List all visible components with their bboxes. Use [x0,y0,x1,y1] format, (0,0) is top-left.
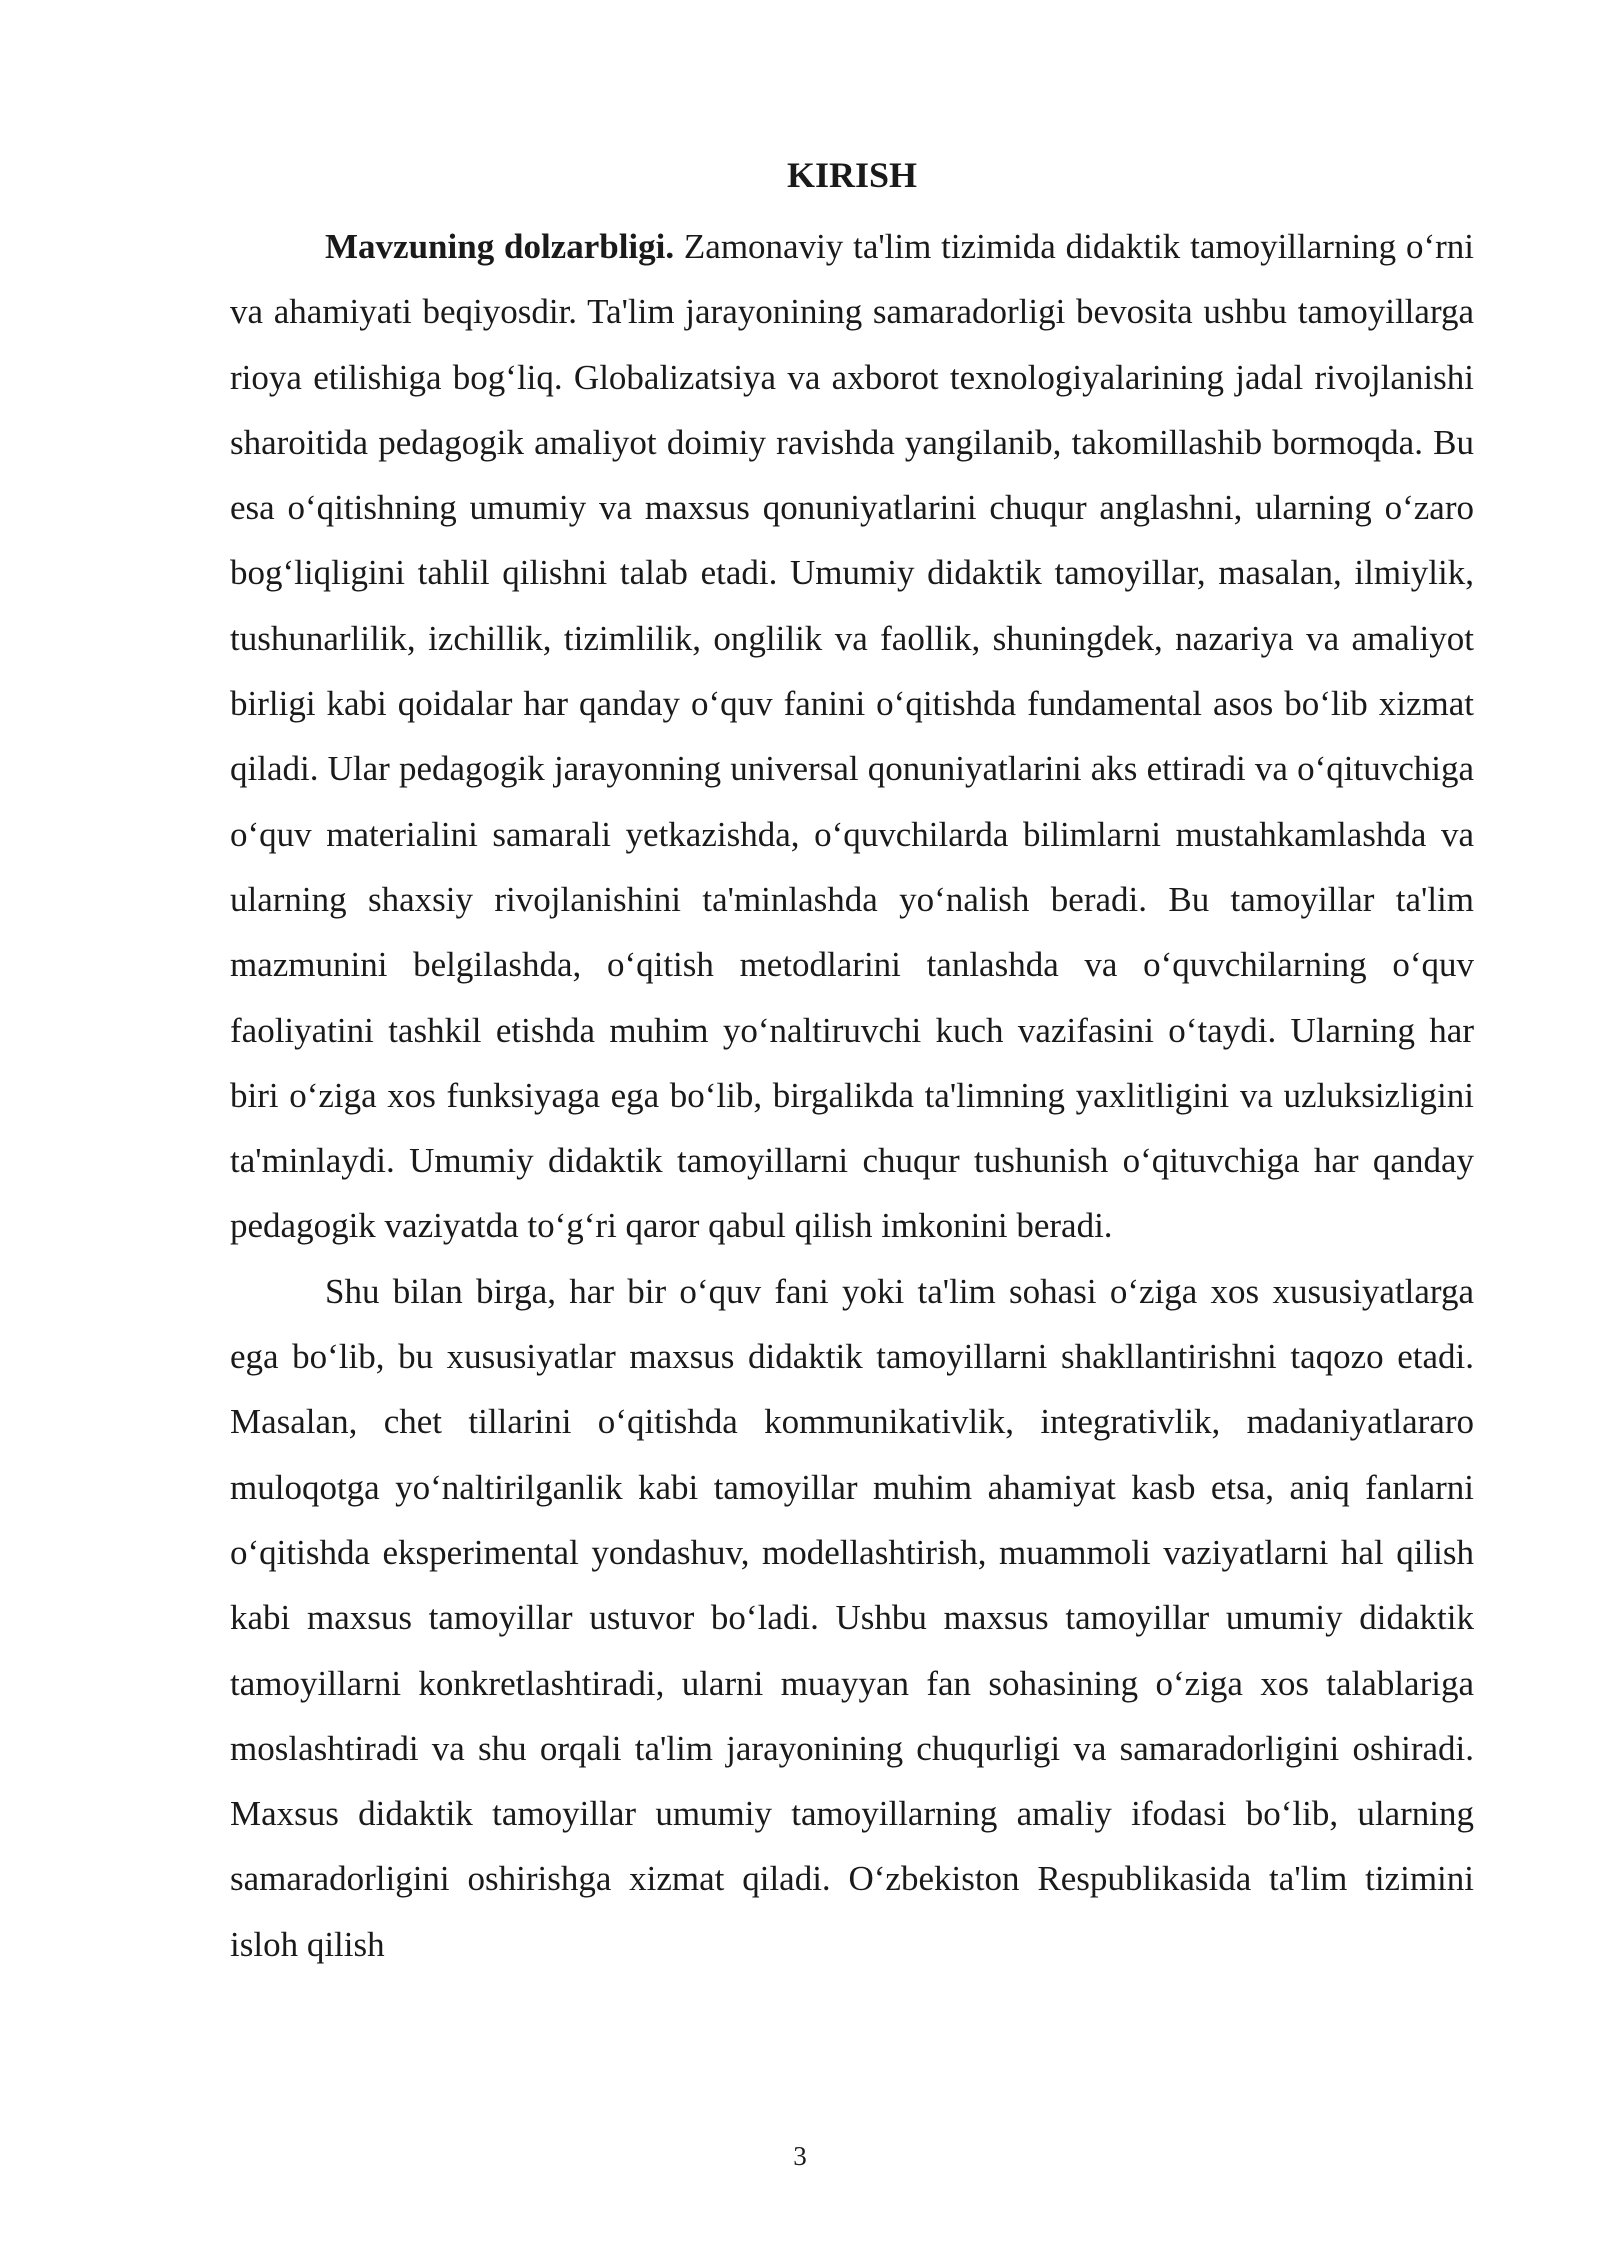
paragraph-1-text: Zamonaviy ta'lim tizimida didaktik tamoyillarning o‘rni va ahamiyati beqiyosdir. Ta'lim jarayonining samaradorligi bevosita ushbu tamoyillarga rioya etilishiga bog‘liq. Globalizatsiya va axborot texnologiyalarining jadal rivojlanishi sharoitida pedagogik amaliyot doimiy ravishda yangilanib, takomillashib bormoqda. Bu esa o‘qitishning umumiy va maxsus qonuniyatlarini chuqur anglashni, ularning o‘zaro bog‘liqligini tahlil qilishni talab etadi. Umumiy didaktik tamoyillar, masalan, ilmiylik, tushunarlilik, izchillik, tizimlilik, onglilik va faollik, shuningdek, nazariya va amaliyot birligi kabi qoidalar har qanday o‘quv fanini o‘qitishda fundamental asos bo‘lib xizmat qiladi. Ular pedagogik jarayonning universal qonuniyatlarini aks ettiradi va o‘qituvchiga o‘quv materialini samarali yetkazishda, o‘quvchilarda bilimlarni mustahkamlashda va ularning shaxsiy rivojlanishini ta'minlashda yo‘nalish beradi. Bu tamoyillar ta'lim mazmunini belgilashda, o‘qitish metodlarini tanlashda va o‘quvchilarning o‘quv faoliyatini tashkil etishda muhim yo‘naltiruvchi kuch vazifasini o‘taydi. Ularning har biri o‘ziga xos funksiyaga ega bo‘lib, birgalikda ta'limning yaxlitligini va uzluksizligini ta'minlaydi. Umumiy didaktik tamoyillarni chuqur tushunish o‘qituvchiga har qanday pedagogik vaziyatda to‘g‘ri qaror qabul qilish imkonini beradi. [230,227,1474,1246]
paragraph-1 [230,214,1474,1259]
page-number: 3 [793,2141,807,2171]
paragraph-1-lead: Mavzuning dolzarbligi. [325,227,675,266]
paragraph-2-text: Shu bilan birga, har bir o‘quv fani yoki ta'lim sohasi o‘ziga xos xususiyatlarga ega bo‘lib, bu xususiyatlar maxsus didaktik tamoyillarni shakllantirishni taqozo etadi. Masalan, chet tillarini o‘qitishda kommunikativlik, integrativlik, madaniyatlararo muloqotga yo‘naltirilganlik kabi tamoyillar muhim ahamiyat kasb etsa, aniq fanlarni o‘qitishda eksperimental yondashuv, modellashtirish, muammoli vaziyatlarni hal qilish kabi maxsus tamoyillar ustuvor bo‘ladi. Ushbu maxsus tamoyillar umumiy didaktik tamoyillarni konkretlashtiradi, ularni muayyan fan sohasining o‘ziga xos talablariga moslashtiradi va shu orqali ta'lim jarayonining chuqurligi va samaradorligini oshiradi. Maxsus didaktik tamoyillar umumiy tamoyillarning amaliy ifodasi bo‘lib, ularning samaradorligini oshirishga xizmat qiladi. O‘zbekiston Respublikasida ta'lim tizimini isloh qilish [230,1271,1474,1964]
page-content [230,150,1474,1977]
paragraph-2 [230,1259,1474,1977]
section-heading: KIRISH [786,155,918,195]
